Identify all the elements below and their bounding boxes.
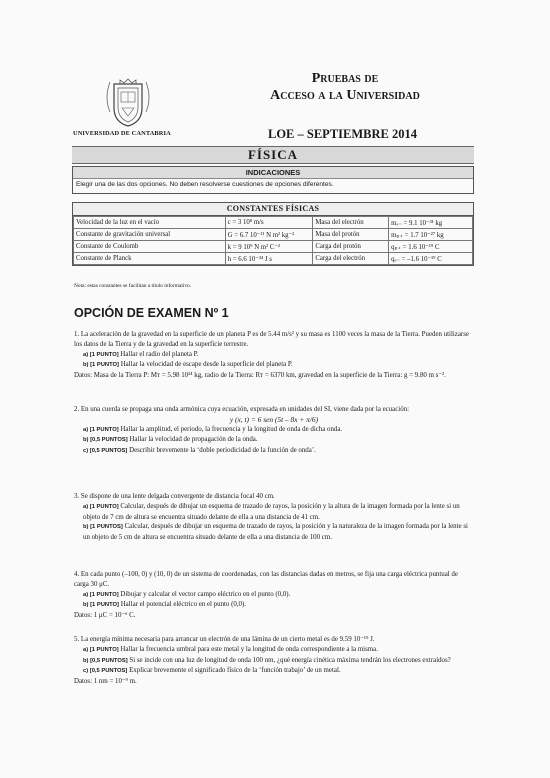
university-seal-icon	[100, 78, 156, 130]
option-title: OPCIÓN DE EXAMEN Nº 1	[74, 306, 229, 320]
exam-session: LOE – SEPTIEMBRE 2014	[268, 127, 417, 141]
question-2: 2. En una cuerda se propaga una onda armónica cuya ecuación, expresada en unidades del SI, viene dada por la ecuación: y (x, t) = 6 sen (5t – 8x + π/6) a) [1 PUNTO] Hallar la amplitud, el periodo, la frecuencia y la longitud de onda de dicha onda. b) [0,5 PUNTOS] Hallar la velocidad de propagación de la onda. c) [0,5 PUNTOS] Describir brevemente la ‘doble periodicidad de la función de onda’.	[74, 405, 474, 457]
question-4: 4. En cada punto (–100, 0) y (10, 0) de un sistema de coordenadas, con las distancias dadas en metros, se fija una carga eléctrica puntual de carga 30 μC. a) [1 PUNTO] Dibujar y calcular el vector campo eléctrico en el punto (0,0). b) [1 PUNTO] Hallar el potencial eléctrico en el punto (0,0). Datos: 1 μC = 10⁻⁶ C.	[74, 571, 458, 620]
university-name: UNIVERSIDAD DE CANTABRIA	[73, 130, 171, 137]
constants-table	[73, 216, 473, 265]
table-row: Constante de Coulomb k = 9 10⁹ N m² C⁻² Carga del protón qₚ₊ = 1.6 10⁻¹⁹ C	[74, 241, 473, 253]
instructions-title: INDICACIONES	[73, 167, 473, 179]
constants-box	[72, 202, 474, 266]
instructions-text: Elegir una de las dos opciones. No deben resolverse cuestiones de opciones diferentes.	[76, 181, 334, 188]
instructions-box	[72, 166, 474, 194]
table-row: Velocidad de la luz en el vacío c = 3 10⁸ m/s Masa del electrón mₑ₋ = 9.1 10⁻³¹ kg	[74, 217, 473, 229]
table-row: Constante de Planck h = 6.6 10⁻³⁴ J s Carga del electrón qₑ₋ = –1.6 10⁻¹⁹ C	[74, 253, 473, 265]
wave-equation: y (x, t) = 6 sen (5t – 8x + π/6)	[229, 414, 319, 424]
question-3: 3. Se dispone de una lente delgada convergente de distancia focal 40 cm. a) [1 PUNTO] Calcular, después de dibujar un esquema de trazado de rayos, la posición y la altura de la imagen formada por la lente si un objeto de 7 cm de altura se encuentra situado delante de ella a una distancia de 41 cm. b) [1 PUNTOS] Calcular, después de dibujar un esquema de trazado de rayos, la posición y la naturaleza de la imagen formada por la lente si un objeto de 5 cm de altura se encuentra situado delante de ella a una distancia de 100 cm.	[74, 493, 468, 542]
question-5: 5. La energía mínima necesaria para arrancar un electrón de una lámina de un cierto metal es de 9.59 10⁻¹⁹ J. a) [1 PUNTO] Hallar la frecuencia umbral para este metal y la longitud de onda correspondiente a la misma. b) [0,5 PUNTOS] Si se incide con una luz de longitud de onda 100 nm, ¿qué energía cinética máxima tendrán los electrones extraídos? c) [0,5 PUNTOS] Explicar brevemente el significado físico de la ‘función trabajo’ de un metal. Datos: 1 nm = 10⁻⁹ m.	[74, 636, 451, 686]
question-1: 1. La aceleración de la gravedad en la superficie de un planeta P es de 5.44 m/s² y su masa es 1100 veces la masa de la Tierra. Pueden utilizarse los datos de la Tierra y de la gravedad en la superficie terrestre. a) [1 PUNTO] Hallar el radio del planeta P. b) [1 PUNTO] Hallar la velocidad de escape desde la superficie del planeta P. Datos: Masa de la Tierra P: Mᴛ = 5.98 10²⁴ kg, radio de la Tierra: Rᴛ = 6370 km, gravedad en la superficie de la Tierra: g = 9.80 m s⁻².	[74, 331, 469, 380]
table-row: Constante de gravitación universal G = 6.7 10⁻¹¹ N m² kg⁻² Masa del protón mₚ₊ = 1.7 10⁻²⁷ kg	[74, 229, 473, 241]
constants-note: Nota: estas constantes se facilitan a título informativo.	[74, 283, 192, 289]
subject-title: FÍSICA	[72, 146, 474, 164]
constants-title: CONSTANTES FÍSICAS	[73, 203, 473, 216]
exam-title: Pruebas de Acceso a la Universidad	[270, 71, 420, 103]
